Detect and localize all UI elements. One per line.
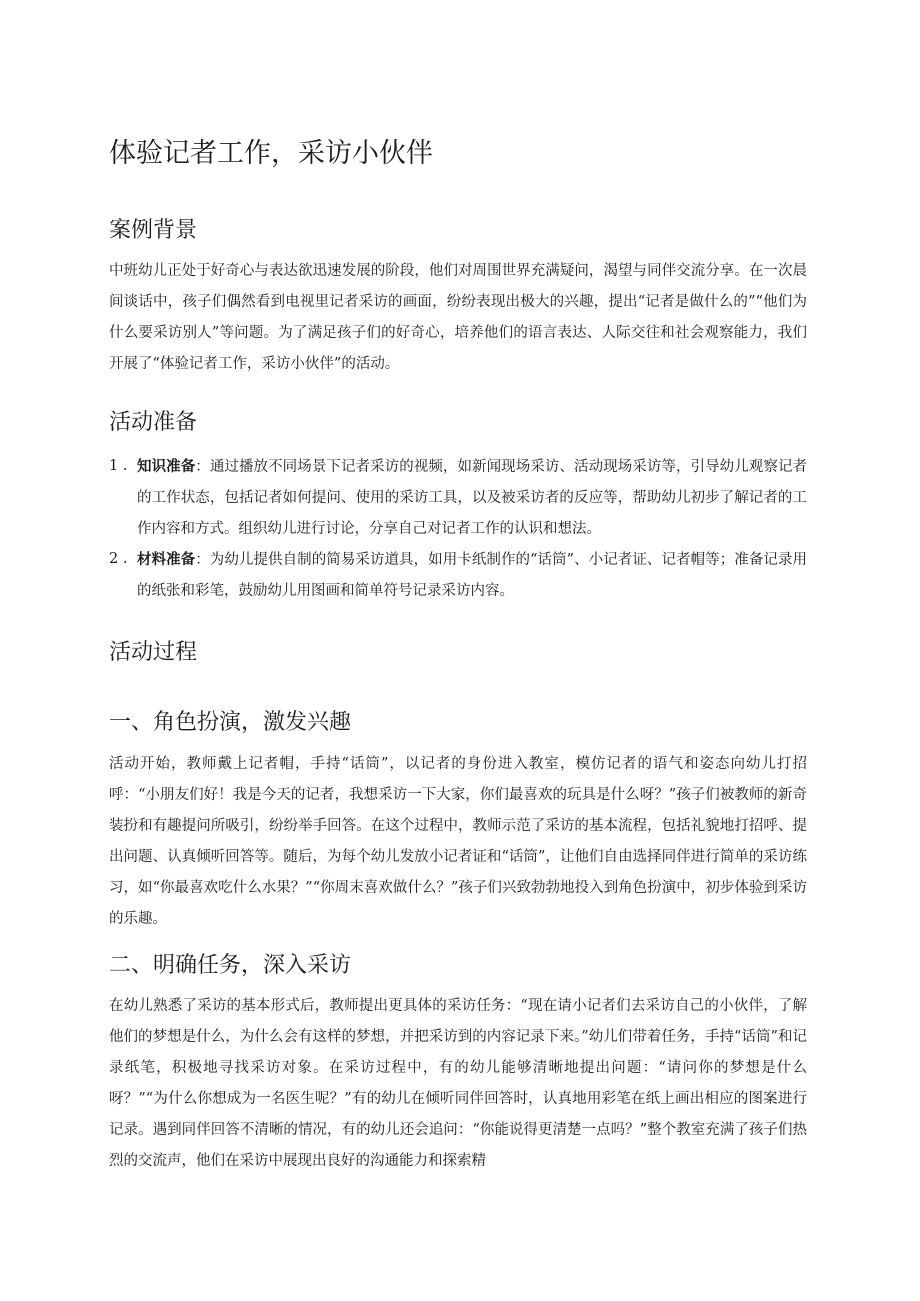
list-item-body xyxy=(137,544,807,607)
heading-section-interview: 二、明确任务，深入采访 xyxy=(109,953,352,978)
list-item-lead: 知识准备 xyxy=(137,458,196,475)
list-item-text: ：通过播放不同场景下记者采访的视频，如新闻现场采访、活动现场采访等，引导幼儿观察记者的工作状态，包括记者如何提问、使用的采访工具，以及被采访者的反应等，帮助幼儿初步了解记者的工作内容和方式。组织幼儿进行讨论，分享自己对记者工作的认识和想法。 xyxy=(137,459,808,537)
heading-section-role-play: 一、角色扮演，激发兴趣 xyxy=(109,710,352,735)
list-item-knowledge-preparation xyxy=(109,451,807,545)
list-item-material-preparation xyxy=(109,544,807,607)
paragraph-interview: 在幼儿熟悉了采访的基本形式后，教师提出更具体的采访任务：“现在请小记者们去采访自己的小伙伴，了解他们的梦想是什么，为什么会有这样的梦想，并把采访到的内容记录下来。”幼儿们带着任务，手持“话筒”和记录纸笔，积极地寻找采访对象。在采访过程中，有的幼儿能够清晰地提出问题：“请问你的梦想是什么呀？”“为什么你想成为一名医生呢？”有的幼儿在倾听同伴回答时，认真地用彩笔在纸上画出相应的图案进行记录。遇到同伴回答不清晰的情况，有的幼儿还会追问：“你能说得更清楚一点吗？”整个教室充满了孩子们热烈的交流声，他们在采访中展现出良好的沟通能力和探索精 xyxy=(109,998,807,1169)
list-item-text: ：为幼儿提供自制的简易采访道具，如用卡纸制作的“话筒”、小记者证、记者帽等；准备记录用的纸张和彩笔，鼓励幼儿用图画和简单符号记录采访内容。 xyxy=(137,552,807,599)
list-item-lead: 材料准备 xyxy=(137,551,196,568)
list-number: 1 . xyxy=(109,458,128,474)
heading-case-background: 案例背景 xyxy=(109,218,198,243)
paragraph-case-background: 中班幼儿正处于好奇心与表达欲迅速发展的阶段，他们对周围世界充满疑问，渴望与同伴交流分享。在一次晨间谈话中，孩子们偶然看到电视里记者采访的画面，纷纷表现出极大的兴趣，提出“记者是做什么的”“他们为什么要采访别人”等问题。为了满足孩子们的好奇心，培养他们的语言表达、人际交往和社会观察能力，我们开展了“体验记者工作，采访小伙伴”的活动。 xyxy=(109,263,807,372)
heading-activity-preparation: 活动准备 xyxy=(109,410,198,435)
paragraph-role-play: 活动开始，教师戴上记者帽，手持“话筒”，以记者的身份进入教室，模仿记者的语气和姿态向幼儿打招呼：“小朋友们好！我是今天的记者，我想采访一下大家，你们最喜欢的玩具是什么呀？”孩子们被教师的新奇装扮和有趣提问所吸引，纷纷举手回答。在这个过程中，教师示范了采访的基本流程，包括礼貌地打招呼、提出问题、认真倾听回答等。随后，为每个幼儿发放小记者证和“话筒”，让他们自由选择同伴进行简单的采访练习，如“你最喜欢吃什么水果？”“你周末喜欢做什么？”孩子们兴致勃勃地投入到角色扮演中，初步体验到采访的乐趣。 xyxy=(109,756,807,927)
list-item-body xyxy=(137,451,807,545)
heading-activity-process: 活动过程 xyxy=(109,640,198,665)
list-number: 2 . xyxy=(109,551,128,567)
page-title: 体验记者工作，采访小伙伴 xyxy=(109,138,433,169)
